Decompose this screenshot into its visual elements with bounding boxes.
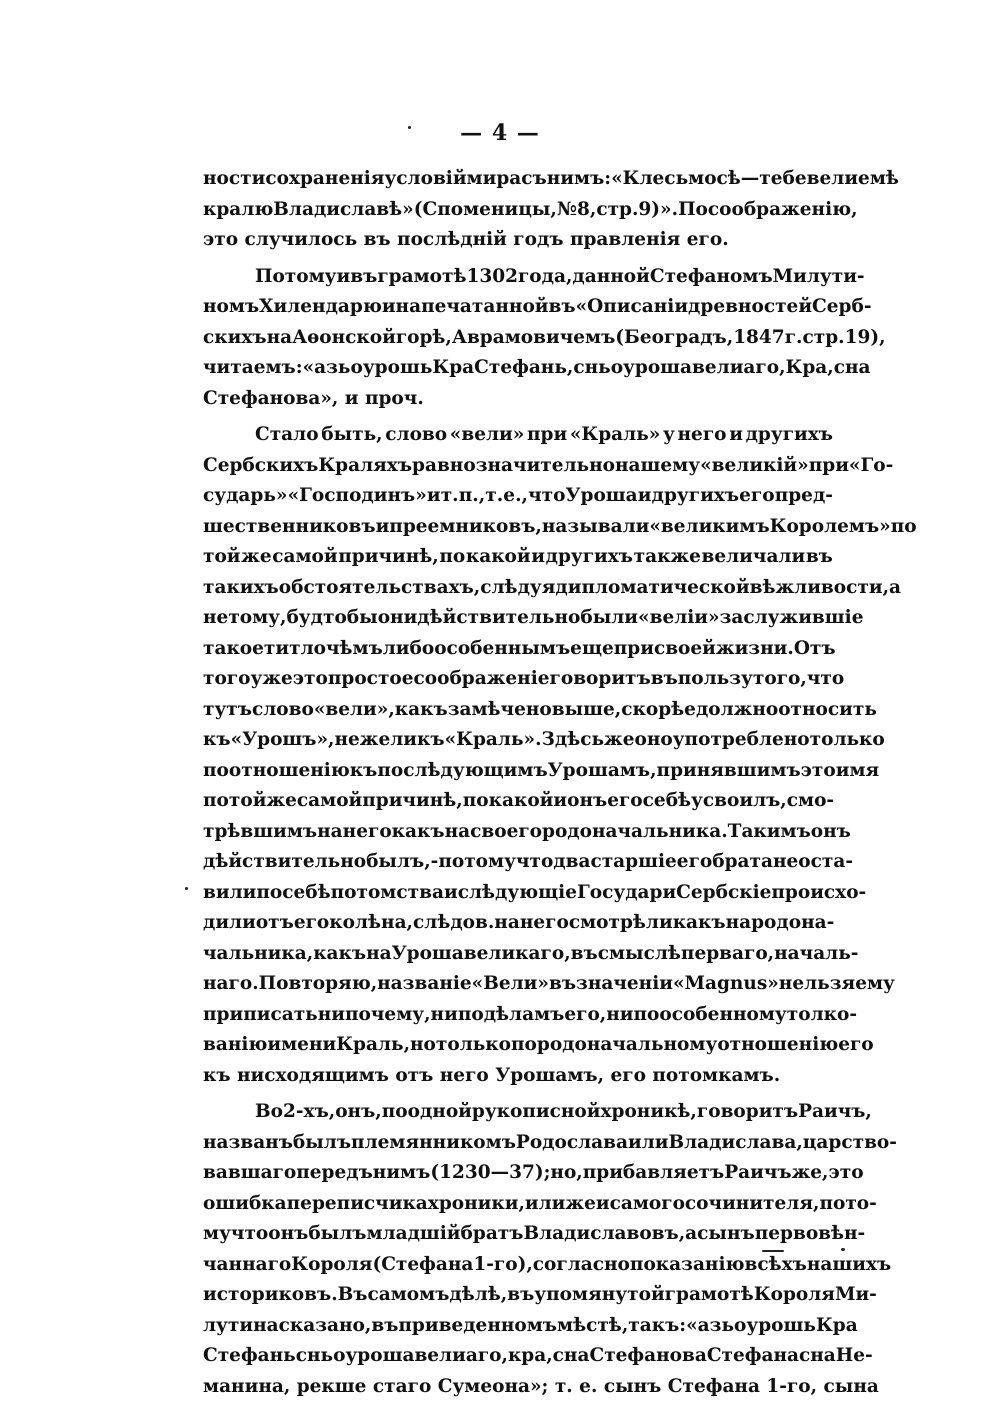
text-line: читаемъ: «азь оурошь Кра Стефань, снь оуроша велиаго, Кра, сна <box>203 353 833 384</box>
document-body <box>203 164 833 1402</box>
text-line: вавшаго передъ нимъ (1230—37); но, прибавляетъ Раичъ же, это <box>203 1158 833 1189</box>
text-line: къ «Урошъ», нежели къ «Краль». Здѣсь же оно употреблено только <box>203 725 833 756</box>
text-line: манина, рекше стаго Сумеона»; т. е. сынъ Стефана 1-го, сына <box>203 1372 833 1402</box>
text-line: историковъ. Въ самомъ дѣлѣ, въ упомянутой грамотѣ Короля Ми- <box>203 1280 833 1311</box>
text-line: чаннаго Короля (Стефана 1-го), согласно показанію всѣхъ нашихъ <box>203 1250 833 1281</box>
text-line: Во 2-хъ, онъ, по одной рукописной хроникѣ, говоритъ Раичъ, <box>203 1097 833 1128</box>
text-line: му что онъ былъ младшій братъ Владиславовъ, а сынъ первовѣн- <box>203 1219 833 1250</box>
text-line: Стефанова», и проч. <box>203 384 833 415</box>
text-line: Потому и въ грамотѣ 1302 года, данной Стефаномъ Милути- <box>203 262 833 293</box>
text-line: Стало быть, слово «вели» при «Краль» у него и другихъ <box>203 420 833 451</box>
text-line: того уже это простое соображеніе говоритъ въ пользу того, что <box>203 664 833 695</box>
text-line: дили отъ его колѣна, слѣдов. на него смотрѣли какъ на родона- <box>203 908 833 939</box>
text-line: шественниковъ и преемниковъ, называли «великимъ Королемъ» по <box>203 512 833 543</box>
text-line: той же самой причинѣ, по какой и другихъ также величали въ <box>203 542 833 573</box>
text-line: тутъ слово «вели», какъ замѣчено выше, скорѣе должно относить <box>203 695 833 726</box>
text-line: къ нисходящимъ отъ него Урошамъ, его потомкамъ. <box>203 1061 833 1092</box>
text-line: вили по себѣ потомства и слѣдующіе Государи Сербскіе происхо- <box>203 878 833 909</box>
scan-speck <box>841 1248 845 1251</box>
text-line: по той же самой причинѣ, по какой и онъ его себѣ усвоилъ, смо- <box>203 786 833 817</box>
scan-speck <box>408 126 411 129</box>
text-line: скихъ на Аѳонской горѣ, Аврамовичемъ (Београдъ, 1847 г. стр. 19), <box>203 323 833 354</box>
text-line: ванію имени Краль, но только по родоначальному отношенію его <box>203 1030 833 1061</box>
text-line: приписать ни почему, ни по дѣламъ его, ни по особенному толко- <box>203 1000 833 1031</box>
text-line: Сербскихъ Краляхъ равнозначительно нашему «великій» при «Го- <box>203 451 833 482</box>
text-line: номъ Хилендарю и напечатанной въ «Описаніи древностей Серб- <box>203 292 833 323</box>
text-line: по отношенію къ послѣдующимъ Урошамъ, принявшимъ это имя <box>203 756 833 787</box>
text-line: названъ былъ племянникомъ Родослава или Владислава, царство- <box>203 1128 833 1159</box>
text-line: не тому, будто бы они дѣйствительно были «веліи» заслужившіе <box>203 603 833 634</box>
text-line: это случилось въ послѣдній годъ правленія его. <box>203 225 833 256</box>
text-line: ности сохраненія условій мира съ нимъ: «Клесьмосѣ—тебе велиемѣ <box>203 164 833 195</box>
text-line: такое титло чѣмъ либо особеннымъ еще при своей жизни. Отъ <box>203 634 833 665</box>
text-line: сударь» «Господинъ» и т. п., т. е., что Уроша и другихъ его пред- <box>203 481 833 512</box>
text-line: кралю Владиславѣ» (Споменицы, № 8, стр. 9)». По соображенію, <box>203 195 833 226</box>
text-line: лутина сказано, въ приведенномъ мѣстѣ, такъ: «азь оурошь Кра <box>203 1311 833 1342</box>
text-line: трѣвшимъ на него какъ на своего родоначальника. Такимъ онъ <box>203 817 833 848</box>
text-line: такихъ обстоятельствахъ, слѣдуя дипломатической вѣжливости, а <box>203 573 833 604</box>
text-line: наго. Повторяю, названіе «Вели» въ значеніи «Magnus» нельзя ему <box>203 969 833 1000</box>
text-line: Стефань снь оуроша велиаго, кра, сна Стефанова Стефана сна Не- <box>203 1341 833 1372</box>
text-line: дѣйствительно былъ,- потому что два старшіе его брата не оста- <box>203 847 833 878</box>
text-line: чальника, какъ на Уроша великаго, въ смыслѣ перваго, началь- <box>203 939 833 970</box>
text-line: ошибка переписчика хроники, или же и самого сочинителя, пото- <box>203 1189 833 1220</box>
scan-speck <box>185 887 188 890</box>
page-number: — 4 — <box>0 120 1000 146</box>
scan-speck <box>762 1250 784 1252</box>
